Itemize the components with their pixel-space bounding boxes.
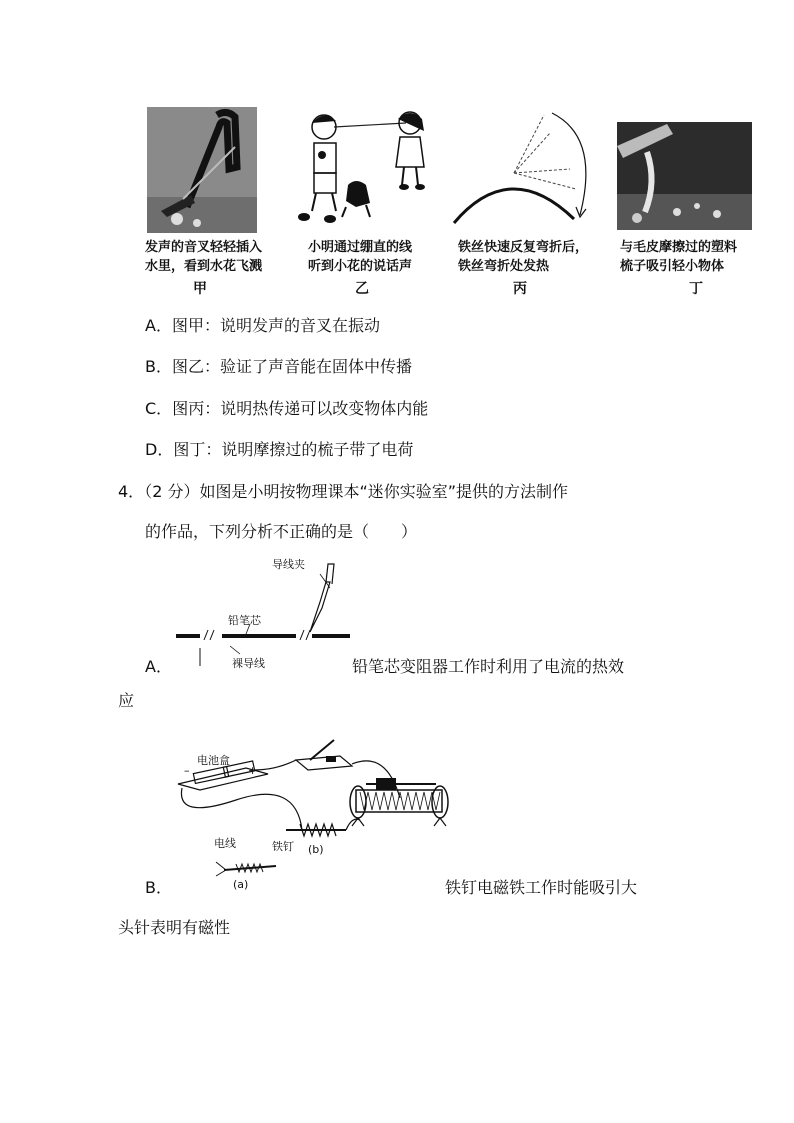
clip-label: 导线夹 bbox=[272, 558, 305, 571]
figure-label: 乙 bbox=[355, 281, 369, 297]
bent-wire-drawing bbox=[450, 107, 602, 233]
option-b: B．图乙：验证了声音能在固体中传播 bbox=[145, 357, 412, 376]
q4-option-b-letter: B． bbox=[145, 878, 172, 897]
string-telephone-drawing bbox=[296, 107, 430, 233]
figure-caption: 小明通过绷直的线 听到小花的说话声 bbox=[308, 240, 413, 274]
figure-label: 丁 bbox=[689, 281, 703, 297]
minus-label: – bbox=[184, 764, 190, 777]
pencil-lead-rheostat-diagram bbox=[170, 552, 360, 672]
label-a: (a) bbox=[233, 878, 249, 891]
q4-option-a-text: 铅笔芯变阻器工作时利用了电流的热效 bbox=[352, 657, 625, 676]
pencil-lead-label: 铅笔芯 bbox=[228, 614, 261, 627]
figure-caption: 与毛皮摩擦过的塑料 梳子吸引轻小物体 bbox=[620, 240, 738, 274]
option-d: D．图丁：说明摩擦过的梳子带了电荷 bbox=[145, 440, 414, 459]
q4-option-b-text: 铁钉电磁铁工作时能吸引大 bbox=[445, 878, 638, 897]
figure-caption: 发声的音叉轻轻插入 水里，看到水花飞溅 bbox=[145, 240, 263, 274]
wire-label: 电线 bbox=[214, 837, 236, 850]
q4-option-a-letter: A． bbox=[145, 657, 172, 676]
question-stem-line2: 的作品，下列分析不正确的是（ ） bbox=[145, 522, 418, 541]
plus-label: + bbox=[248, 764, 258, 777]
question-stem-line1: 4．（2 分）如图是小明按物理课本“迷你实验室”提供的方法制作 bbox=[118, 482, 569, 501]
figure-label: 甲 bbox=[193, 281, 207, 297]
option-c: C．图丙：说明热传递可以改变物体内能 bbox=[145, 399, 429, 418]
figure-caption: 铁丝快速反复弯折后， 铁丝弯折处发热 bbox=[458, 240, 589, 274]
q4-option-b-text-cont: 头针表明有磁性 bbox=[118, 918, 231, 937]
nail-label: 铁钉 bbox=[272, 840, 294, 853]
tuning-fork-photo bbox=[147, 107, 257, 233]
battery-box-label: 电池盒 bbox=[197, 754, 230, 767]
comb-photo bbox=[617, 122, 752, 230]
bare-wire-label: 裸导线 bbox=[232, 657, 265, 670]
q4-option-a-text-cont: 应 bbox=[118, 691, 135, 710]
figure-label: 丙 bbox=[513, 281, 527, 297]
label-b: (b) bbox=[308, 843, 324, 856]
option-a: A．图甲：说明发声的音叉在振动 bbox=[145, 316, 380, 335]
